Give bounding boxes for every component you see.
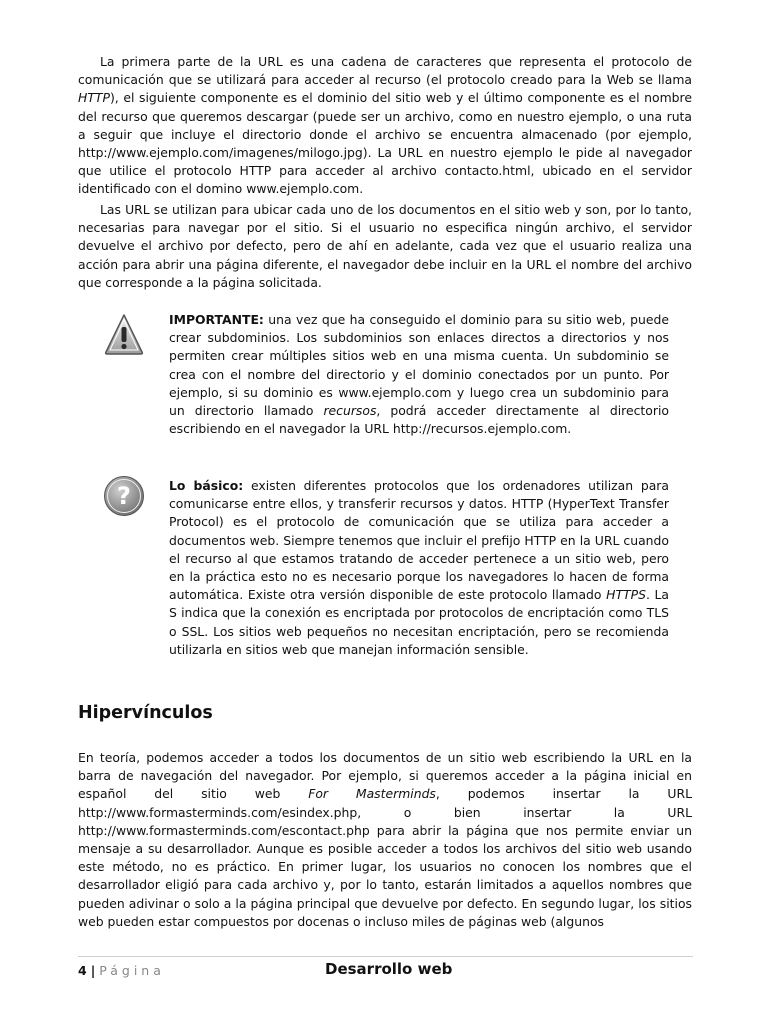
- warning-icon: [104, 313, 144, 356]
- page-label: Página: [99, 963, 165, 978]
- important-note: IMPORTANTE: una vez que ha conseguido el dominio para su sitio web, puede crear subdominios. Los subdominios son enlaces directos a directorios y nos permiten crear múltiples sitios web en una misma cuenta. Un subdominio se crea con el nombre del directorio y el dominio conectados por un punto. Por ejemplo, si su dominio es www.ejemplo.com y luego crea un subdominio para un directorio llamado recursos, podrá acceder directamente al directorio escribiendo en el navegador la URL http://recursos.ejemplo.com.: [169, 312, 669, 437]
- intro-paragraph-1: La primera parte de la URL es una cadena de caracteres que representa el protocolo de comunicación que se utilizará para acceder al recurso (el protocolo creado para la Web se llama HTTP), el siguiente componente es el dominio del sitio web y el último componente es el nombre del recurso que queremos descargar (puede ser un archivo, como en nuestro ejemplo, o una ruta a seguir que incluye el directorio donde el archivo se encuentra almacenado (por ejemplo, http://www.ejemplo.com/imagenes/milogo.jpg). La URL en nuestro ejemplo le pide al navegador que utilice el protocolo HTTP para acceder al archivo contacto.html, ubicado en el servidor identificado con el domino www.ejemplo.com.: [78, 54, 692, 197]
- basic-note: Lo básico: existen diferentes protocolos que los ordenadores utilizan para comunicarse entre ellos, y transferir recursos y datos. HTTP (HyperText Transfer Protocol) es el protocolo de comunicación que se utiliza para acceder a documentos web. Siempre tenemos que incluir el prefijo HTTP en la URL cuando el recurso al que estamos tratando de acceder pertenece a un sitio web, pero en la práctica esto no es necesario porque los navegadores lo hacen de forma automática. Existe otra versión disponible de este protocolo llamado HTTPS. La S indica que la conexión es encriptada por protocolos de encriptación como TLS o SSL. Los sitios web pequeños no necesitan encriptación, pero se recomienda utilizarla en sitios web que manejan información sensible.: [169, 478, 670, 657]
- section-paragraph: En teoría, podemos acceder a todos los documentos de un sitio web escribiendo la URL en la barra de navegación del navegador. Por ejemplo, si queremos acceder a la página inicial en español del sitio web For Masterminds, podemos insertar la URL http://www.formasterminds.com/esindex.php, o bien insertar la URL http://www.formasterminds.com/escontact.php para abrir la página que nos permite enviar un mensaje a su desarrollador. Aunque es posible acceder a todos los archivos del sitio web usando este método, no es práctico. En primer lugar, los usuarios no conocen los nombres que el desarrollador eligió para cada archivo y, por lo tanto, estarán limitados a aquellos nombres que pueden adivinar o solo a la página principal que devuelve por defecto. En segundo lugar, los sitios web pueden estar compuestos por docenas o incluso miles de páginas web (algunos: [78, 750, 692, 929]
- basic-label: Lo básico:: [169, 478, 244, 493]
- section-heading: Hipervínculos: [78, 703, 213, 723]
- question-icon: [103, 475, 145, 517]
- page-number: 4: [78, 963, 87, 978]
- book-title: Desarrollo web: [325, 960, 453, 978]
- footer-divider: [78, 956, 693, 957]
- svg-text:?: ?: [117, 482, 131, 510]
- important-label: IMPORTANTE:: [169, 312, 264, 327]
- intro-paragraph-2: Las URL se utilizan para ubicar cada uno de los documentos en el sitio web y son, por lo tanto, necesarias para navegar por el sitio. Si el usuario no especifica ningún archivo, el servidor devuelve el archivo por defecto, pero de ahí en adelante, cada vez que el usuario realiza una acción para abrir una página diferente, el navegador debe incluir en la URL el nombre del archivo que corresponde a la página solicitada.: [78, 202, 692, 290]
- page-footer-number: 4 | Página: [78, 963, 165, 978]
